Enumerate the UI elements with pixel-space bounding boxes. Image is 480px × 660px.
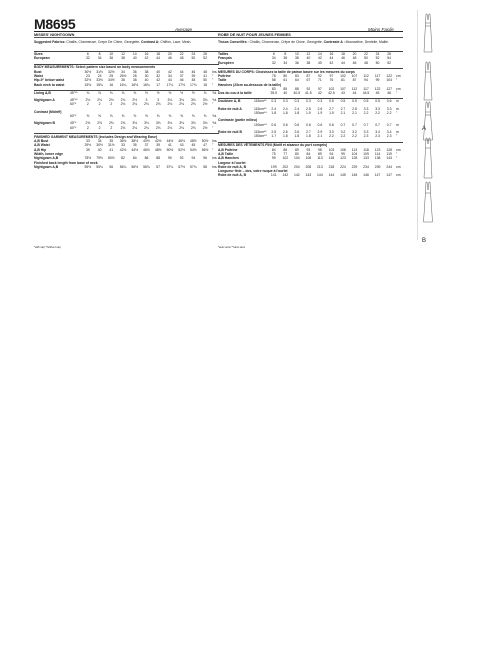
size-row: Français 34 36 38 40 42 44 46 48 50 52 54 [218, 56, 392, 61]
view-a-front-sketch [420, 12, 436, 54]
contrast-heading: Contraste (partie milieu) [218, 118, 257, 123]
yardage-row: 60"* ⅝ ⅝ ⅝ ⅝ ⅝ ⅝ ⅝ ⅝ ⅝ ⅝ ⅝ Yd. [70, 114, 218, 119]
yardage-row: Lining A,B 45"** ⅜ ⅜ ⅜ ⅜ ⅜ ½ ½ ½ ½ ½ ⅝ Yd. [34, 90, 218, 95]
view-a-back-sketch [420, 60, 436, 102]
finished-measurement-row: A,B Taille 75 77 80 84 89 94 99 104 109 114 119 " [218, 151, 398, 156]
finished-measurements-heading: MESURES DES VÊTEMENTS FINI (Motif et aisance du port compris) [218, 142, 403, 148]
yardage-row: Doublure A, B 115cm** 0.3 0.3 0.3 0.3 0.3 0.5 0.5 0.5 0.5 0.5 0.6 m [218, 99, 403, 104]
view-b-front-sketch [420, 136, 436, 180]
size-row: Européen 32 34 36 38 40 42 44 46 48 50 52 [218, 60, 392, 65]
size-row: Sizes 6 8 10 12 14 16 18 20 22 24 26 [34, 51, 219, 56]
yardage-row: 60"* 2 2 2 2⅛ 2⅛ 2⅛ 2⅛ 2⅛ 2⅛ 2⅛ 2½ " [70, 102, 214, 107]
width-heading: Largeur à l'ourlet [218, 160, 246, 165]
body-measurement-row: 83 85 88 92 97 102 107 112 117 122 127 cm [271, 86, 401, 91]
body-measurement-row: Poitrine 78 80 83 87 92 97 102 107 112 117 122 cm [218, 73, 401, 78]
contrast-heading: Contrast (Midriff) [34, 109, 62, 114]
yardage-row: Robe de nuit B 115cm** 2.5 2.6 2.6 2.7 2.9 3.0 3.2 3.2 3.3 3.4 3.4 m [218, 129, 399, 134]
finished-measurement-row: A,B Poitrine 84 86 89 93 98 103 108 113 118 123 128 cm [218, 147, 401, 152]
finished-measurement-row: A,B Bust 33 34 35 36½ 38½ 40½ 42½ 44½ 46½ 48½ 50½ Ins. [34, 139, 218, 144]
size-row: European 32 34 36 38 40 42 44 46 48 50 52 [34, 56, 207, 61]
width-heading: Width, lower edge [34, 151, 63, 156]
finished-measurement-row: A,B Hanches 99 102 104 108 113 118 123 128 133 138 143 " [218, 156, 398, 161]
body-measurement-row: Taille 58 61 64 67 71 76 81 87 94 99 104 " [218, 78, 398, 83]
yardage-row: 150cm** 0.6 0.6 0.6 0.6 0.6 0.6 0.7 0.7 0.7 0.7 0.7 m [254, 122, 399, 127]
finished-measurement-row: Nightgown A,B 78½ 79½ 80½ 82 84 86 88 90 92 94 96 Ins. [34, 156, 218, 161]
pattern-number: M8695 [34, 16, 76, 32]
back-length-heading: Finished back length from base of neck [34, 160, 98, 165]
french-size-chart [218, 51, 403, 178]
english-column [34, 31, 219, 169]
back-length-heading: Longueur finie – dos, votre nuque à l'ourlet [218, 169, 288, 174]
finished-measurement-row: Robe de nuit A, B 199 202 204 208 213 218 224 229 234 239 244 cm [218, 164, 401, 169]
english-size-chart [34, 51, 219, 169]
difficulty-french: Moins Facile [368, 27, 394, 32]
yardage-row: Nightgown A 45"** 2⅛ 2⅛ 2⅛ 2⅛ 2½ 3 3 3⅛ 3⅛ 3⅛ 3⅛ Yd. [34, 98, 218, 103]
view-a-label: A [422, 126, 427, 132]
body-measurement-row: Back neck to waist 15½ 15¾ 16 16¼ 16½ 16¾ 17 17¼ 17½ 17¾ 18 " [34, 82, 214, 87]
finished-measurement-row: A,B Waist 29½ 30½ 31½ 33 35 37 39 41 43 45 47 " [34, 143, 214, 148]
footnote-english: *with nap **without nap [34, 246, 61, 249]
size-row: Tailles 6 8 10 12 14 16 18 20 22 24 26 [218, 51, 403, 56]
yardage-row: 60"* 2 2 2 2⅛ 2⅛ 2⅛ 2⅛ 2⅛ 2⅛ 2⅛ 2½ " [70, 125, 214, 130]
yardage-row: 150cm** 1.7 1.8 1.8 1.8 2.1 2.2 2.2 2.2 2.3 2.3 2.3 " [254, 134, 398, 139]
view-b-label: B [422, 238, 427, 244]
yardage-row: Nightgown B 45"* 2⅜ 2⅜ 2⅜ 2⅜ 3⅛ 3⅛ 3⅛ 3⅛ 3⅛ 3⅛ 3⅛ Yd. [34, 121, 218, 126]
body-measurement-row: Dos du cou à la taille 39.5 40 40.5 41.5 42 42.5 43 44 44.5 45 46 " [218, 91, 398, 96]
body-measurement-row: Hip-9" below waist 32½ 33½ 34½ 36 38 40 42 44 46 48 50 " [34, 78, 214, 83]
garment-title: MISSES' NIGHTGOWN [34, 31, 219, 38]
finished-measurement-row: Robe de nuit A, B 141 142 142 143 144 144 145 145 146 147 147 cm [218, 173, 401, 178]
french-column [218, 31, 403, 178]
finished-measurement-row: A,B Hip 39 40 41 42½ 44½ 46½ 48½ 50½ 52½ 54½ 56½ " [34, 147, 214, 152]
figure-divider [417, 10, 418, 240]
body-measurements-heading: MESURES DU CORPS: Choisissez la taille de patron basée sur les mesures du corps [218, 68, 403, 74]
body-measurement-row: Bust 30½ 31½ 32½ 34 36 38 40 42 44 46 48 Ins. [34, 69, 218, 74]
finished-measurement-row: Nightgown A,B 55½ 55¾ 56 56¼ 56½ 56¾ 57 57¼ 57½ 57¾ 58 Ins. [34, 164, 218, 169]
yardage-row: 150cm** 1.8 1.8 1.8 1.9 1.9 1.9 2.1 2.1 2.2 2.2 2.2 " [254, 111, 398, 116]
body-measurements-heading: BODY MEASUREMENTS: Select pattern size based on body measurements [34, 64, 219, 70]
footnote-french: *avec sens **sans sens [218, 246, 246, 249]
suggested-fabrics: Suggested Fabrics: Challis, Charmeuse, Crepe De Chine, Georgette. Contrast A: Chiffon, Lace, Mesh. [34, 39, 192, 44]
yardage-row: Robe de nuit A 115cm** 2.4 2.4 2.4 2.5 2.6 2.7 2.7 2.8 3.3 3.3 3.3 m [218, 106, 399, 111]
hip-heading: Hanches (23cm au-dessous de la taille) [218, 82, 282, 87]
view-b-back-sketch [420, 180, 436, 224]
finished-measurements-heading: FINISHED GARMENT MEASUREMENTS (Includes Design and Wearing Ease) [34, 133, 219, 139]
difficulty-english: Average [175, 27, 193, 32]
garment-title-french: ROBE DE NUIT POUR JEUNES FEMMES [218, 31, 403, 38]
body-measurement-row: Waist 23 24 25 26½ 28 30 32 34 37 39 41 " [34, 73, 214, 78]
suggested-fabrics-french: Tissus Conseillés : Challis, Charmeuse, Crêpe de Chine, Georgette. Contraste A : Mousseline, Dentelle, Maille. [218, 39, 389, 44]
